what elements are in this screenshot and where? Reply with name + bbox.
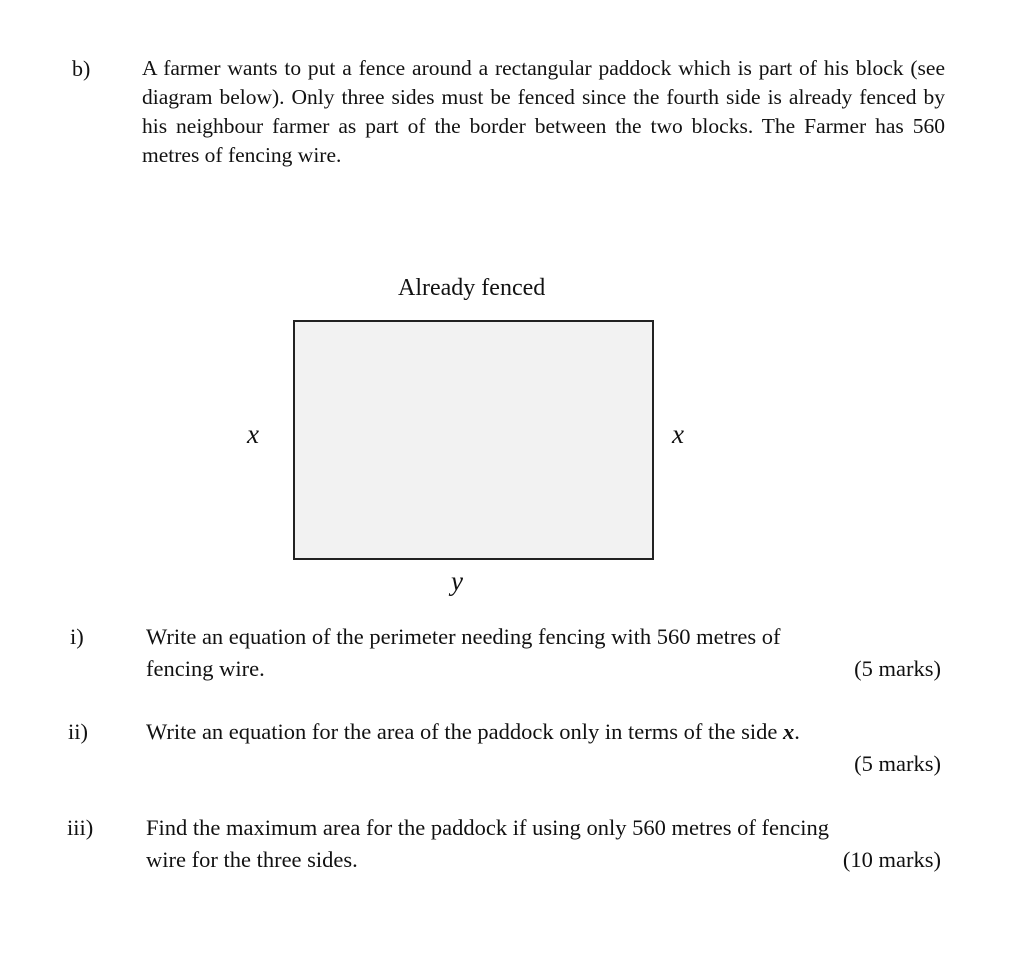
question-3-marks: (10 marks) <box>842 847 941 872</box>
already-fenced-label: Already fenced <box>398 275 546 301</box>
question-1 <box>146 621 941 685</box>
question-3 <box>146 812 941 876</box>
bottom-side-label: y <box>451 566 463 596</box>
problem-statement: A farmer wants to put a fence around a rectangular paddock which is part of his block (see diagram below). Only three sides must be fenced since the fourth side is already fenced by his neighbour farmer as part of the border between the two blocks. The Farmer has 560 metres of fencing wire. <box>142 56 945 167</box>
right-side-label: x <box>672 419 684 449</box>
question-2-line-1: Write an equation for the area of the paddock only in terms of the side <box>146 719 783 744</box>
question-3-line-1: Find the maximum area for the paddock if using only 560 metres of fencing <box>146 815 829 840</box>
question-2-period: . <box>794 719 800 744</box>
question-1-label: i) <box>70 624 84 649</box>
paddock-rectangle <box>293 320 654 560</box>
question-3-label: iii) <box>67 815 94 840</box>
left-side-label: x <box>247 419 259 449</box>
question-1-line-1: Write an equation of the perimeter needing fencing with 560 metres of <box>146 624 781 649</box>
question-2 <box>146 716 941 780</box>
question-1-line-2: fencing wire. <box>146 656 265 681</box>
question-2-marks: (5 marks) <box>854 751 941 776</box>
question-2-variable: x <box>783 719 795 744</box>
part-label: b) <box>72 56 91 81</box>
question-3-line-2: wire for the three sides. <box>146 847 358 872</box>
question-1-marks: (5 marks) <box>854 656 941 681</box>
question-2-label: ii) <box>68 719 88 744</box>
